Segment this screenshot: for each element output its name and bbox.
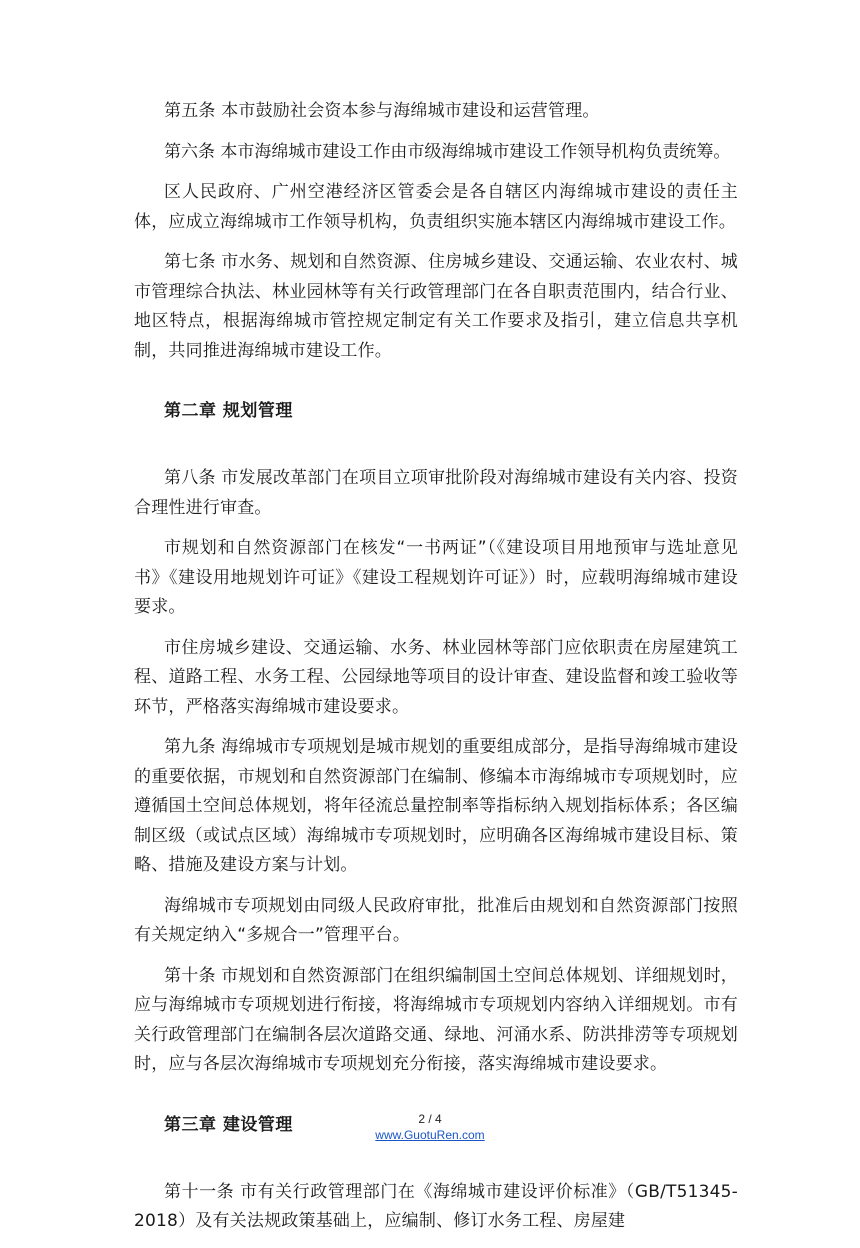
page-number: 2 / 4 <box>418 1112 442 1126</box>
heading-spacer <box>134 426 738 464</box>
article-11: 第十一条 市有关行政管理部门在《海绵城市建设评价标准》（GB/T51345-2018）及有关法规政策基础上，应编制、修订水务工程、房屋建 <box>134 1181 738 1231</box>
site-link[interactable]: www.GuotuRen.com <box>375 1128 485 1142</box>
document-body <box>134 97 738 1248</box>
article-8: 第八条 市发展改革部门在项目立项审批阶段对海绵城市建设有关内容、投资合理性进行审查。 <box>134 468 738 518</box>
article-6: 第六条 本市海绵城市建设工作由市级海绵城市建设工作领导机构负责统筹。 <box>164 141 731 162</box>
article-9-clause-2: 海绵城市专项规划由同级人民政府审批，批准后由规划和自然资源部门按照有关规定纳入“多规合一”管理平台。 <box>134 895 738 945</box>
chapter-2-heading: 第二章 规划管理 <box>164 401 293 421</box>
article-8-clause-3: 市住房城乡建设、交通运输、水务、林业园林等部门应依职责在房屋建筑工程、道路工程、水务工程、公园绿地等项目的设计审查、建设监督和竣工验收等环节，严格落实海绵城市建设要求。 <box>134 637 738 717</box>
article-7: 第七条 市水务、规划和自然资源、住房城乡建设、交通运输、农业农村、城市管理综合执法、林业园林等有关行政管理部门在各自职责范围内，结合行业、地区特点，根据海绵城市管控规定制定有关工作要求及指引，建立信息共享机制，共同推进海绵城市建设工作。 <box>134 252 738 361</box>
chapter-3-heading: 第三章 建设管理 <box>164 1114 293 1135</box>
article-5: 第五条 本市鼓励社会资本参与海绵城市建设和运营管理。 <box>164 101 600 121</box>
article-8-clause-2: 市规划和自然资源部门在核发“一书两证”（《建设项目用地预审与选址意见书》《建设用地规划许可证》《建设工程规划许可证》）时，应载明海绵城市建设要求。 <box>134 538 738 617</box>
article-10: 第十条 市规划和自然资源部门在组织编制国土空间总体规划、详细规划时，应与海绵城市专项规划进行衔接，将海绵城市专项规划内容纳入详细规划。市有关行政管理部门在编制各层次道路交通、绿地、河涌水系、防洪排涝等专项规划时，应与各层次海绵城市专项规划充分衔接，落实海绵城市建设要求。 <box>134 965 738 1074</box>
article-9: 第九条 海绵城市专项规划是城市规划的重要组成部分，是指导海绵城市建设的重要依据，市规划和自然资源部门在编制、修编本市海绵城市专项规划时，应遵循国土空间总体规划，将年径流总量控制率等指标纳入规划指标体系；各区编制区级（或试点区域）海绵城市专项规划时，应明确各区海绵城市建设目标、策略、措施及建设方案与计划。 <box>134 737 738 875</box>
heading-spacer <box>134 1140 738 1178</box>
article-6-clause-2: 区人民政府、广州空港经济区管委会是各自辖区内海绵城市建设的责任主体，应成立海绵城市工作领导机构，负责组织实施本辖区内海绵城市建设工作。 <box>134 182 738 232</box>
